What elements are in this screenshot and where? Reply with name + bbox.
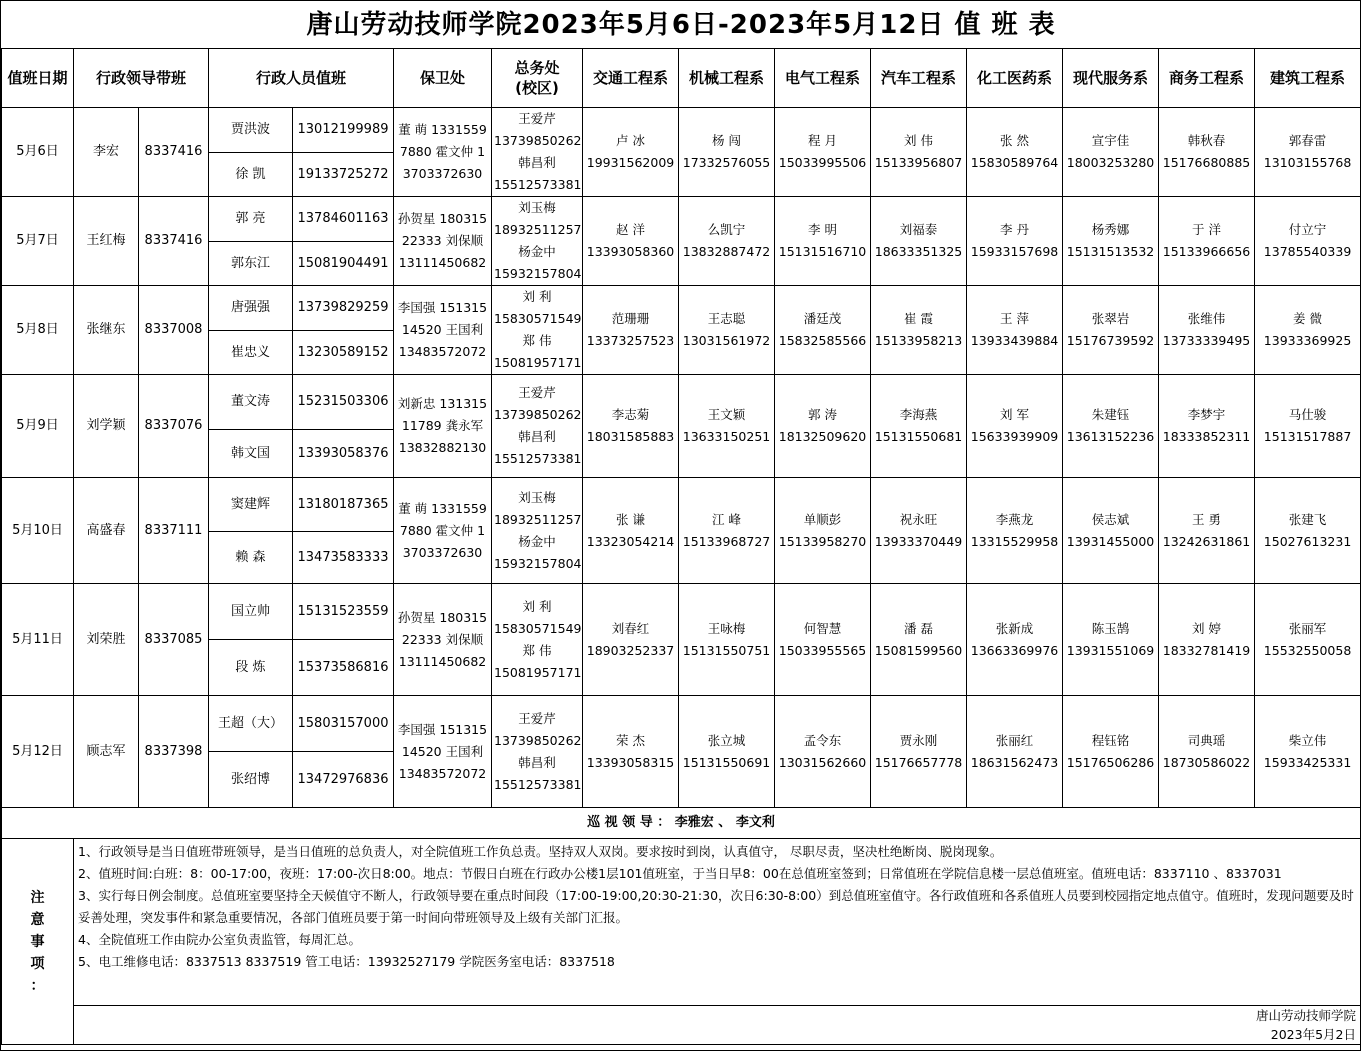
footer-table: [1, 807, 1361, 1045]
col-header-staff: 行政人员值班: [209, 49, 394, 108]
dept-duty: [1159, 375, 1255, 478]
leader-phone: 8337076: [139, 375, 209, 478]
dept-duty-phone: 15133958213: [874, 333, 963, 348]
dept-duty-phone: 18903252337: [586, 642, 675, 658]
staff-phone: 15373586816: [293, 640, 394, 696]
general-affairs-duty: 刘玉梅 18932511257 杨金中 15932157804: [492, 197, 583, 286]
general-affairs-duty: 刘玉梅 18932511257 杨金中 15932157804: [492, 478, 583, 584]
col-header-dept-7: 商务工程系: [1159, 49, 1255, 108]
dept-duty: [871, 478, 967, 584]
dept-duty: [583, 286, 679, 375]
dept-duty: [583, 375, 679, 478]
security-duty: 董 萌 13315597880 霍文仲 13703372630: [394, 478, 492, 584]
dept-duty-phone: 15131550691: [682, 754, 771, 770]
page-title: 唐山劳动技师学院2023年5月6日-2023年5月12日 值 班 表: [2, 1, 1361, 49]
dept-duty: [775, 108, 871, 197]
dept-duty-phone: 13832887472: [682, 244, 771, 259]
dept-duty: [1063, 584, 1159, 696]
duty-date: 5月11日: [2, 584, 74, 696]
dept-duty: [775, 375, 871, 478]
duty-row: [2, 375, 1361, 430]
leader-name: 刘荣胜: [74, 584, 139, 696]
leader-phone: 8337085: [139, 584, 209, 696]
dept-duty-phone: 15027613231: [1263, 533, 1352, 549]
dept-duty: [871, 286, 967, 375]
dept-duty-name: 王 勇: [1192, 511, 1221, 527]
dept-duty-phone: 18633351325: [874, 244, 963, 259]
duty-date: 5月12日: [2, 696, 74, 808]
dept-duty-name: 孟令东: [803, 732, 842, 748]
duty-row: [2, 478, 1361, 532]
dept-duty: [967, 584, 1063, 696]
dept-duty-name: 张 然: [1000, 133, 1029, 148]
dept-duty-phone: 15633939909: [970, 429, 1059, 444]
col-header-general: 总务处 (校区): [492, 49, 583, 108]
dept-duty-name: 张立城: [707, 732, 746, 748]
col-header-dept-5: 化工医药系: [967, 49, 1063, 108]
dept-duty: [679, 478, 775, 584]
general-affairs-duty: 王爱芹 13739850262 韩昌利 15512573381: [492, 375, 583, 478]
notes-list: [74, 839, 1361, 1006]
staff-phone: 19133725272: [293, 153, 394, 197]
staff-phone: 13180187365: [293, 478, 394, 532]
staff-name: 段 炼: [209, 640, 293, 696]
dept-duty: [679, 696, 775, 808]
dept-duty: [679, 197, 775, 286]
dept-duty: [871, 108, 967, 197]
dept-duty-phone: 13103155768: [1263, 155, 1352, 170]
dept-duty-name: 张丽军: [1288, 620, 1327, 636]
dept-duty-name: 于 洋: [1192, 222, 1221, 237]
dept-duty-phone: 18332781419: [1162, 642, 1251, 658]
notes-label: 注 意 事 项 ：: [2, 839, 74, 1045]
leader-name: 李宏: [74, 108, 139, 197]
dept-duty-name: 赵 洋: [616, 222, 645, 237]
dept-duty: [583, 478, 679, 584]
dept-duty-name: 程 月: [808, 133, 837, 148]
leader-phone: 8337008: [139, 286, 209, 375]
note-item: 5、电工维修电话：8337513 8337519 管工电话：13932527179 学院医务室电话：8337518: [78, 954, 615, 969]
dept-duty: [1063, 286, 1159, 375]
dept-duty-phone: 13931551069: [1066, 642, 1155, 658]
dept-duty-name: 刘春红: [611, 620, 650, 636]
col-header-security: 保卫处: [394, 49, 492, 108]
leader-name: 刘学颖: [74, 375, 139, 478]
leader-phone: 8337398: [139, 696, 209, 808]
dept-duty-name: 姜 微: [1293, 311, 1323, 326]
col-header-dept-8: 建筑工程系: [1255, 49, 1361, 108]
dept-duty-phone: 18730586022: [1162, 754, 1251, 770]
dept-duty: [1063, 375, 1159, 478]
staff-phone: 13784601163: [293, 197, 394, 242]
dept-duty-name: 李海燕: [899, 407, 938, 422]
dept-duty-phone: 15133956807: [874, 155, 963, 170]
staff-phone: 15231503306: [293, 375, 394, 430]
general-affairs-duty: 刘 利 15830571549 郑 伟 15081957171: [492, 286, 583, 375]
leader-name: 王红梅: [74, 197, 139, 286]
dept-duty: [583, 197, 679, 286]
dept-duty-phone: 15832585566: [778, 333, 867, 348]
signature-date: 2023年5月2日: [1270, 1027, 1356, 1042]
duty-table: [1, 1, 1361, 808]
dept-duty-name: 杨秀娜: [1091, 222, 1130, 237]
dept-duty: [1159, 478, 1255, 584]
dept-duty-name: 张维伟: [1187, 311, 1226, 326]
dept-duty: [1063, 108, 1159, 197]
dept-duty-phone: 13785540339: [1263, 244, 1352, 259]
dept-duty-phone: 13315529958: [970, 533, 1059, 549]
dept-duty-phone: 13931455000: [1066, 533, 1155, 549]
dept-duty-name: 刘 军: [1000, 407, 1029, 422]
dept-duty-name: 李 丹: [1000, 222, 1029, 237]
dept-duty-name: 荣 杰: [616, 732, 645, 748]
dept-duty-name: 张 谦: [616, 511, 645, 527]
dept-duty: [871, 584, 967, 696]
duty-date: 5月8日: [2, 286, 74, 375]
dept-duty: [967, 197, 1063, 286]
dept-duty-name: 王志聪: [707, 311, 746, 326]
dept-duty-name: 张建飞: [1288, 511, 1327, 527]
dept-duty-phone: 15176680885: [1162, 155, 1251, 170]
signature-block: [74, 1006, 1361, 1045]
dept-duty-name: 么凯宁: [707, 222, 746, 237]
staff-name: 韩文国: [209, 430, 293, 478]
duty-row: [2, 108, 1361, 153]
dept-duty-phone: 13031561972: [682, 333, 771, 348]
dept-duty-phone: 15131516710: [778, 244, 867, 259]
dept-duty: [1255, 696, 1361, 808]
leader-name: 顾志军: [74, 696, 139, 808]
security-duty: 李国强 15131514520 王国利 13483572072: [394, 696, 492, 808]
dept-duty: [871, 696, 967, 808]
leader-name: 张继东: [74, 286, 139, 375]
duty-row: [2, 197, 1361, 242]
dept-duty-name: 贾永刚: [899, 732, 938, 748]
dept-duty-phone: 15933157698: [970, 244, 1059, 259]
col-header-leader: 行政领导带班: [74, 49, 209, 108]
dept-duty-name: 王文颖: [707, 407, 746, 422]
header-row: [2, 49, 1361, 108]
security-duty: 孙贺星 18031522333 刘保顺 13111450682: [394, 584, 492, 696]
dept-duty-name: 王 萍: [1000, 311, 1029, 326]
dept-duty-phone: 13733339495: [1162, 333, 1251, 348]
col-header-dept-3: 电气工程系: [775, 49, 871, 108]
dept-duty: [1255, 197, 1361, 286]
leader-phone: 8337111: [139, 478, 209, 584]
leader-name: 高盛春: [74, 478, 139, 584]
duty-row: [2, 696, 1361, 752]
dept-duty: [1159, 584, 1255, 696]
dept-duty-name: 潘廷茂: [803, 311, 842, 326]
note-item: 4、全院值班工作由院办公室负责监管，每周汇总。: [78, 932, 361, 947]
col-header-dept-6: 现代服务系: [1063, 49, 1159, 108]
dept-duty-phone: 15133958270: [778, 533, 867, 549]
dept-duty: [871, 375, 967, 478]
staff-name: 国立帅: [209, 584, 293, 640]
dept-duty-name: 张丽红: [995, 732, 1034, 748]
dept-duty: [583, 584, 679, 696]
dept-duty: [775, 197, 871, 286]
dept-duty-phone: 13323054214: [586, 533, 675, 549]
staff-name: 郭 亮: [209, 197, 293, 242]
dept-duty: [1255, 108, 1361, 197]
dept-duty: [583, 108, 679, 197]
dept-duty-name: 柴立伟: [1288, 732, 1327, 748]
dept-duty-phone: 15176739592: [1066, 333, 1155, 348]
dept-duty: [1159, 696, 1255, 808]
dept-duty: [775, 286, 871, 375]
duty-date: 5月9日: [2, 375, 74, 478]
staff-phone: 15131523559: [293, 584, 394, 640]
dept-duty-phone: 15532550058: [1263, 642, 1352, 658]
duty-date: 5月7日: [2, 197, 74, 286]
dept-duty-phone: 13933370449: [874, 533, 963, 549]
dept-duty-phone: 15131517887: [1263, 429, 1352, 444]
dept-duty-name: 付立宁: [1288, 222, 1327, 237]
staff-phone: 13230589152: [293, 331, 394, 375]
dept-duty-phone: 15133968727: [682, 533, 771, 549]
dept-duty: [775, 696, 871, 808]
staff-phone: 13473583333: [293, 532, 394, 584]
dept-duty-phone: 13393058360: [586, 244, 675, 259]
staff-name: 王超（大）: [209, 696, 293, 752]
dept-duty-name: 张翠岩: [1091, 311, 1130, 326]
dept-duty-name: 宣宇佳: [1091, 133, 1130, 148]
security-duty: 李国强 15131514520 王国利 13483572072: [394, 286, 492, 375]
dept-duty-phone: 17332576055: [682, 155, 771, 170]
dept-duty-phone: 13663369976: [970, 642, 1059, 658]
leader-phone: 8337416: [139, 197, 209, 286]
col-header-dept-1: 交通工程系: [583, 49, 679, 108]
leader-phone: 8337416: [139, 108, 209, 197]
staff-name: 张绍博: [209, 752, 293, 808]
security-duty: 董 萌 13315597880 霍文仲 13703372630: [394, 108, 492, 197]
dept-duty: [967, 108, 1063, 197]
dept-duty-name: 程钰铭: [1091, 732, 1130, 748]
dept-duty-phone: 13633150251: [682, 429, 771, 444]
general-affairs-duty: 王爱芹 13739850262 韩昌利 15512573381: [492, 108, 583, 197]
dept-duty-name: 江 峰: [712, 511, 741, 527]
dept-duty-name: 马仕骏: [1288, 407, 1327, 422]
signature-org: 唐山劳动技师学院: [1255, 1008, 1356, 1023]
dept-duty-phone: 13031562660: [778, 754, 867, 770]
dept-duty-name: 潘 磊: [904, 620, 933, 636]
dept-duty: [1063, 197, 1159, 286]
dept-duty-name: 张新成: [995, 620, 1034, 636]
dept-duty-name: 韩秋春: [1187, 133, 1226, 148]
dept-duty-phone: 15081599560: [874, 642, 963, 658]
dept-duty-name: 何智慧: [803, 620, 842, 636]
dept-duty-phone: 15176657778: [874, 754, 963, 770]
dept-duty-name: 单顺彭: [803, 511, 842, 527]
dept-duty-name: 李志菊: [611, 407, 650, 422]
dept-duty-name: 王咏梅: [707, 620, 746, 636]
staff-phone: 13472976836: [293, 752, 394, 808]
dept-duty-name: 卢 冰: [616, 133, 645, 148]
dept-duty: [679, 286, 775, 375]
dept-duty-name: 崔 霞: [904, 311, 933, 326]
duty-row: [2, 584, 1361, 640]
dept-duty-phone: 15933425331: [1263, 754, 1352, 770]
dept-duty: [775, 478, 871, 584]
security-duty: 刘新忠 13131511789 龚永军 13832882130: [394, 375, 492, 478]
duty-row: [2, 286, 1361, 331]
col-header-dept-4: 汽车工程系: [871, 49, 967, 108]
note-item: 1、行政领导是当日值班带班领导，是当日值班的总负责人，对全院值班工作负总责。坚持双人双岗。要求按时到岗，认真值守， 尽职尽责，坚决杜绝断岗、脱岗现象。: [78, 844, 1003, 859]
staff-phone: 15081904491: [293, 242, 394, 286]
dept-duty-name: 陈玉鹄: [1091, 620, 1130, 636]
dept-duty-name: 李燕龙: [995, 511, 1034, 527]
dept-duty-phone: 15133966656: [1162, 244, 1251, 259]
duty-date: 5月10日: [2, 478, 74, 584]
dept-duty: [1159, 286, 1255, 375]
dept-duty-phone: 18333852311: [1162, 429, 1251, 444]
staff-name: 赖 森: [209, 532, 293, 584]
staff-phone: 15803157000: [293, 696, 394, 752]
staff-phone: 13393058376: [293, 430, 394, 478]
dept-duty-phone: 13373257523: [586, 333, 675, 348]
dept-duty-name: 李 明: [808, 222, 837, 237]
dept-duty: [967, 696, 1063, 808]
dept-duty-phone: 18631562473: [970, 754, 1059, 770]
dept-duty-phone: 15033955565: [778, 642, 867, 658]
dept-duty: [1063, 478, 1159, 584]
dept-duty: [679, 584, 775, 696]
dept-duty: [1255, 584, 1361, 696]
dept-duty-phone: 13933369925: [1263, 333, 1352, 348]
staff-name: 徐 凯: [209, 153, 293, 197]
staff-phone: 13012199989: [293, 108, 394, 153]
dept-duty-name: 郭 涛: [808, 407, 837, 422]
dept-duty-phone: 13933439884: [970, 333, 1059, 348]
dept-duty: [967, 478, 1063, 584]
dept-duty-phone: 13613152236: [1066, 429, 1155, 444]
dept-duty-name: 侯志斌: [1091, 511, 1130, 527]
staff-name: 贾洪波: [209, 108, 293, 153]
staff-name: 董文涛: [209, 375, 293, 430]
dept-duty-name: 司典瑶: [1187, 732, 1226, 748]
duty-date: 5月6日: [2, 108, 74, 197]
dept-duty: [1159, 108, 1255, 197]
general-affairs-duty: 刘 利 15830571549 郑 伟 15081957171: [492, 584, 583, 696]
dept-duty: [1255, 286, 1361, 375]
dept-duty: [679, 375, 775, 478]
dept-duty-phone: 19931562009: [586, 155, 675, 170]
dept-duty-name: 祝永旺: [899, 511, 938, 527]
dept-duty-name: 刘 婷: [1192, 620, 1221, 636]
dept-duty-phone: 15131550751: [682, 642, 771, 658]
dept-duty: [1255, 478, 1361, 584]
note-item: 3、实行每日例会制度。总值班室要坚持全天候值守不断人，行政领导要在重点时间段（17:00-19:00,20:30-21:30，次日6:30-8:00）到总值班室值守。各行政值班和各系值班人员要到校园指定地点值守。值班时，发现问题要及时妥善处理，突发事件和紧急重要情况，各部门值班员要于第一时间向带班领导及上级有关部门汇报。: [78, 888, 1354, 925]
dept-duty-phone: 18132509620: [778, 429, 867, 444]
dept-duty-name: 刘 伟: [904, 133, 933, 148]
note-item: 2、值班时间:白班：8：00-17:00，夜班：17:00-次日8:00。地点：节假日白班在行政办公楼1层101值班室，于当日早8：00在总值班室签到；日常值班在学院信息楼一层总值班室。值班电话：8337110 、8337031: [78, 866, 1282, 881]
dept-duty-phone: 15033995506: [778, 155, 867, 170]
dept-duty-phone: 15131550681: [874, 429, 963, 444]
dept-duty: [967, 286, 1063, 375]
staff-name: 窦建辉: [209, 478, 293, 532]
staff-name: 郭东江: [209, 242, 293, 286]
staff-name: 崔忠义: [209, 331, 293, 375]
dept-duty: [583, 696, 679, 808]
col-header-date: 值班日期: [2, 49, 74, 108]
dept-duty-phone: 15176506286: [1066, 754, 1155, 770]
dept-duty: [679, 108, 775, 197]
dept-duty: [871, 197, 967, 286]
staff-name: 唐强强: [209, 286, 293, 331]
dept-duty-phone: 15131513532: [1066, 244, 1155, 259]
dept-duty: [1159, 197, 1255, 286]
dept-duty-phone: 15830589764: [970, 155, 1059, 170]
security-duty: 孙贺星 18031522333 刘保顺 13111450682: [394, 197, 492, 286]
dept-duty-name: 李梦宇: [1187, 407, 1226, 422]
dept-duty-phone: 18031585883: [586, 429, 675, 444]
dept-duty-name: 杨 闯: [712, 133, 741, 148]
inspection-leaders: 巡 视 领 导 ： 李雅宏 、 李文利: [2, 808, 1361, 839]
dept-duty: [1063, 696, 1159, 808]
dept-duty-phone: 13242631861: [1162, 533, 1251, 549]
dept-duty-name: 朱建钰: [1091, 407, 1130, 422]
dept-duty-name: 郭春雷: [1288, 133, 1327, 148]
dept-duty-name: 刘福泰: [899, 222, 938, 237]
dept-duty: [1255, 375, 1361, 478]
dept-duty-name: 范珊珊: [611, 311, 650, 326]
dept-duty-phone: 18003253280: [1066, 155, 1155, 170]
general-affairs-duty: 王爱芹 13739850262 韩昌利 15512573381: [492, 696, 583, 808]
dept-duty-phone: 13393058315: [586, 754, 675, 770]
dept-duty: [775, 584, 871, 696]
staff-phone: 13739829259: [293, 286, 394, 331]
col-header-dept-2: 机械工程系: [679, 49, 775, 108]
dept-duty: [967, 375, 1063, 478]
